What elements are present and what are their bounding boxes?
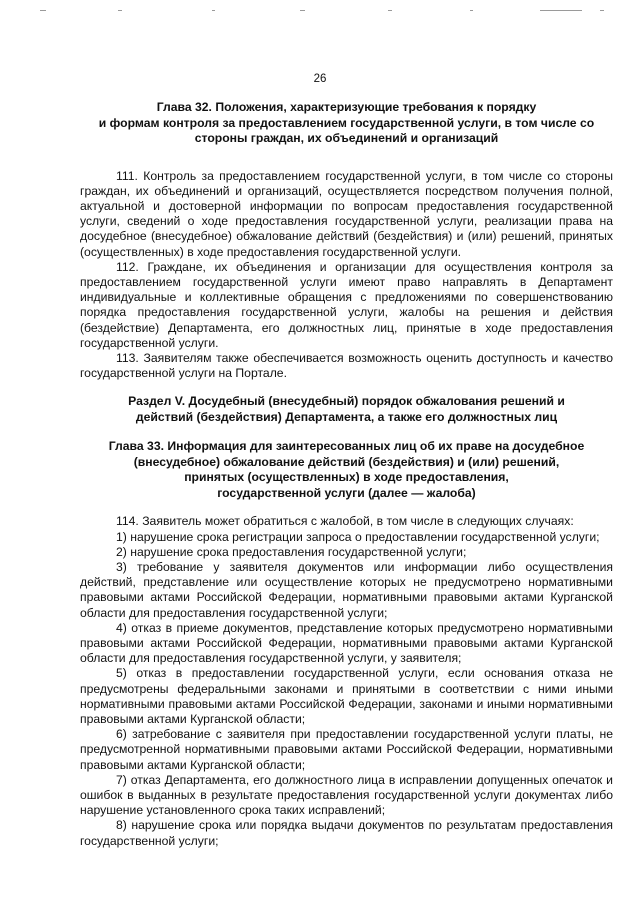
heading-line: и формам контроля за предоставлением государственной услуги, в том числе со [98, 115, 595, 130]
list-item: 3) требование у заявителя документов или информации либо осуществления действий, представление или осуществление которых не предусмотрено нормативными правовыми актами Российской Федерации, нормативными правовыми актами Курганской области для предоставления государственной услуги; [80, 559, 613, 620]
heading-line: принятых (осуществленных) в ходе предоставления, [184, 470, 509, 485]
heading-line: государственной услуги (далее — жалоба) [217, 485, 476, 500]
chapter-33-heading [80, 439, 613, 501]
heading-line: Раздел V. Досудебный (внесудебный) порядок обжалования решений и [128, 394, 565, 409]
list-item: 1) нарушение срока регистрации запроса о предоставлении государственной услуги; [116, 529, 600, 544]
list-item: 2) нарушение срока предоставления государственной услуги; [116, 544, 467, 559]
page-number: 26 [313, 73, 327, 85]
paragraph-111: 111. Контроль за предоставлением государственной услуги, в том числе со стороны граждан, их объединений и организаций, осуществляется посредством получения полной, актуальной и достоверной информации по вопросам предоставления государственной услуги, сведений о ходе предоставления государственной услуги, реализации права на досудебное (внесудебное) обжалование действий (бездействия) и (или) решений, принятых (осуществленных) в ходе предоставления государственной услуги. [80, 168, 613, 259]
section-5-heading [80, 394, 613, 425]
heading-line: действий (бездействия) Департамента, а также его должностных лиц [135, 409, 558, 424]
paragraph-114: 114. Заявитель может обратиться с жалобой, в том числе в следующих случаях: [116, 514, 574, 529]
paragraph-113: 113. Заявителям также обеспечивается возможность оценить доступность и качество государственной услуги на Портале. [80, 350, 613, 381]
list-item: 7) отказ Департамента, его должностного лица в исправлении допущенных опечаток и ошибок в выданных в результате предоставления государственной услуги документах либо нарушение установленного срока таких исправлений; [80, 772, 613, 818]
heading-line: стороны граждан, их объединений и организаций [194, 131, 499, 145]
list-item: 4) отказ в приеме документов, представление которых предусмотрено нормативными правовыми актами Российской Федерации, нормативными правовыми актами Курганской области для предоставления государственной услуги, у заявителя; [80, 620, 613, 666]
list-item: 8) нарушение срока или порядка выдачи документов по результатам предоставления государственной услуги; [80, 818, 613, 848]
heading-line: Глава 32. Положения, характеризующие требования к порядку [156, 100, 537, 114]
list-item: 5) отказ в предоставлении государственной услуги, если основания отказа не предусмотрены федеральными законами и принятыми в соответствии с ними иными нормативными правовыми актами Российской Федерации, законами и иными нормативными правовыми актами Курганской области; [80, 666, 613, 726]
scan-artifacts [0, 6, 640, 18]
heading-line: (внесудебное) обжалование действий (бездействия) и (или) решений, [133, 454, 560, 469]
document-body [80, 100, 613, 849]
chapter-32-heading [80, 100, 613, 147]
paragraph-112: 112. Граждане, их объединения и организации для осуществления контроля за предоставлением государственной услуги имеют право направлять в Департамент индивидуальные и коллективные обращения с предложениями по совершенствованию порядка предоставления государственной услуги, жалобы на решения и действия (бездействие) Департамента, его должностных лиц, принятые в ходе предоставления государственной услуги. [80, 259, 613, 350]
list-item: 6) затребование с заявителя при предоставлении государственной услуги платы, не предусмотренной нормативными правовыми актами Российской Федерации, нормативными правовыми актами Курганской области; [80, 727, 613, 772]
heading-line: Глава 33. Информация для заинтересованных лиц об их праве на досудебное [108, 439, 585, 454]
